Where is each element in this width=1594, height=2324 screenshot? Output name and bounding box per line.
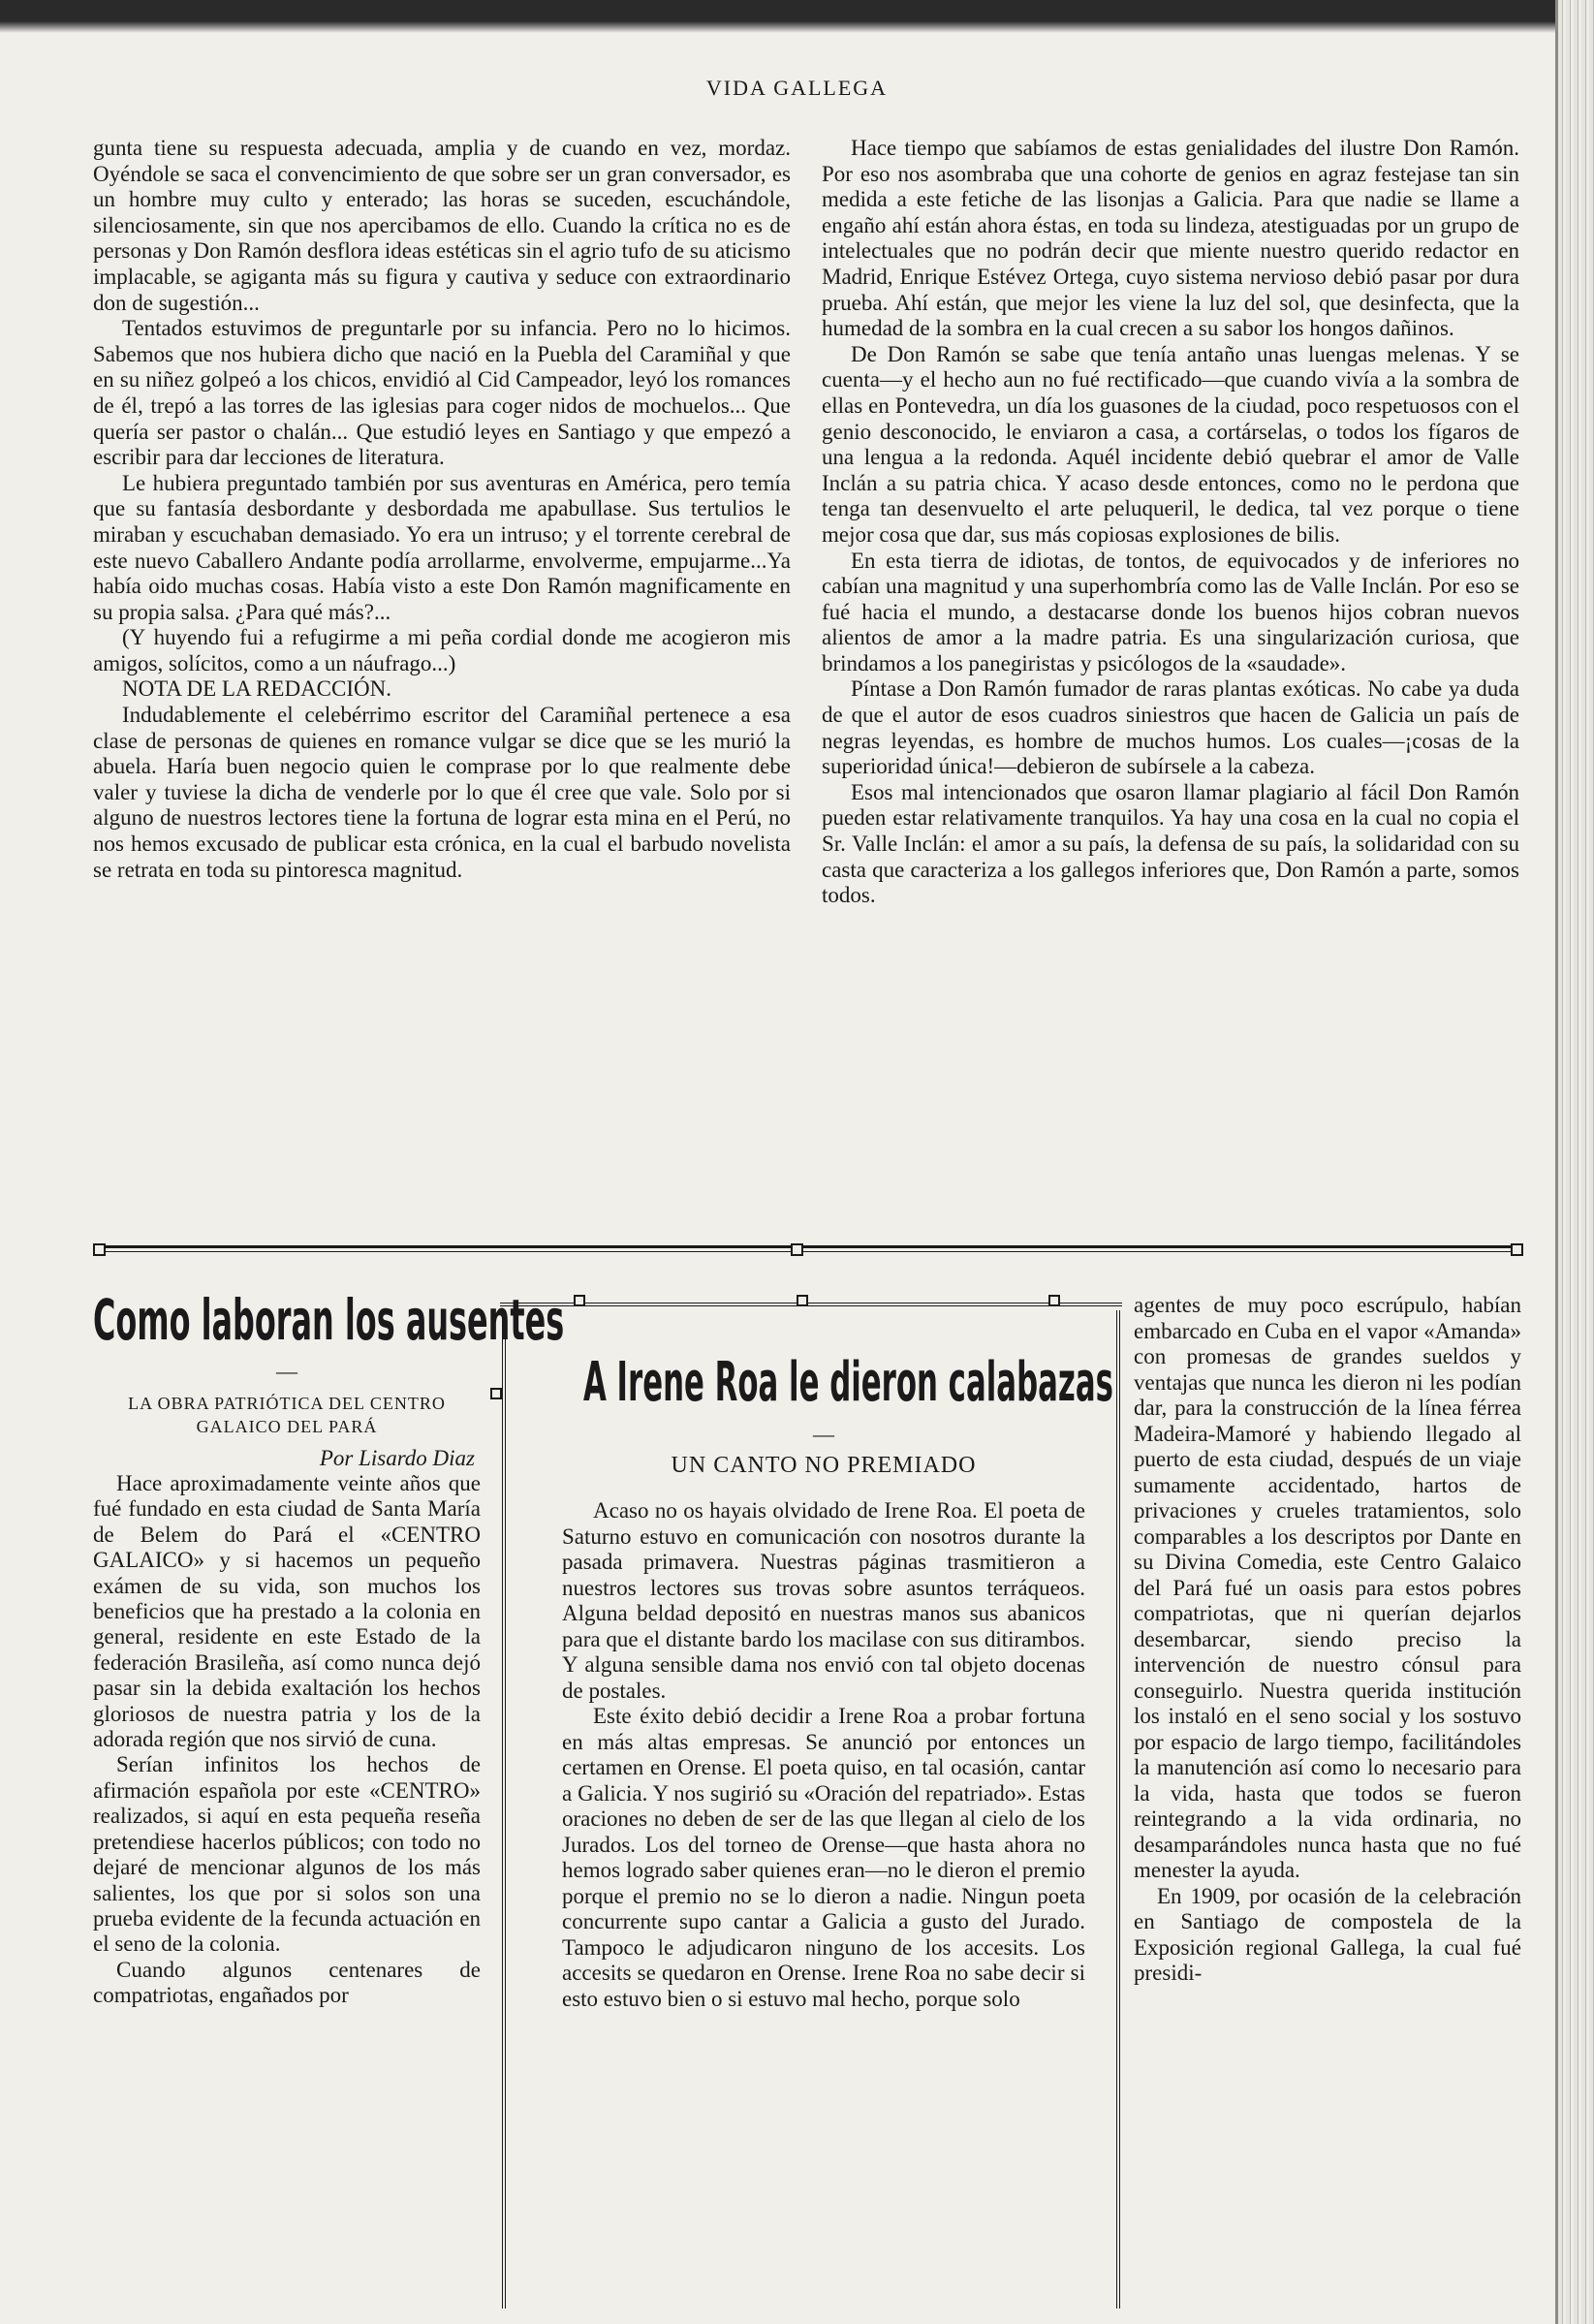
article-headline: A Irene Roa le dieron calabazas [583, 1351, 1113, 1414]
article-kicker [93, 1392, 481, 1438]
article-irene-roa [562, 1351, 1113, 2012]
page-edge-stack [1558, 0, 1594, 2324]
byline: Por Lisardo Diaz [319, 1446, 475, 1470]
dash-rule: — [276, 1359, 297, 1383]
paragraph: En esta tierra de idiotas, de tontos, de equivocados y de inferiores no cabían una magnitud y una superhombría como las de Valle Inclán. Por eso se fué hacia el mundo, a destacarse donde los buenos hijos cobran nuevos alientos de amor a la madre patria. Es una singularización curiosa, que brindamos a los panegiristas y psicólogos de la «saudade». [822, 548, 1519, 675]
article-headline: Como laboran los ausentes [93, 1287, 565, 1353]
paragraph: Esos mal intencionados que osaron llamar plagiario al fácil Don Ramón pueden estar relativamente tranquilos. Ya hay una cosa en la cual no copia el Sr. Valle Inclán: el amor a su país, la defensa de su país, la solidaridad con su casta que caracteriza a los gallegos inferiores que, Don Ramón a parte, somos todos. [822, 779, 1519, 908]
nota-heading: NOTA DE LA REDACCIÓN. [122, 676, 391, 702]
article-body [93, 1471, 481, 2009]
column-top-right [822, 136, 1519, 909]
paragraph: Este éxito debió decidir a Irene Roa a probar fortuna en más altas empresas. Se anunció por entonces un certamen en Orense. El poeta quiso, en tal ocasión, cantar a Galicia. Y nos sugirió su «Oración del repatriado». Estas oraciones no deben de ser de las que llegan al cielo de los Jurados. Los del torneo de Orense—que hasta ahora no hemos logrado saber quienes eran—no le dieron el premio porque el premio no se lo dieron a nadie. Ningun poeta concurrente supo cantar a Galicia a gusto del Jurado. Tampoco le adjudicaron ninguno de los accesits. Los accesits se quedaron en Orense. Irene Roa no sabe decir si esto estuvo bien o si estuvo mal hecho, porque solo [562, 1704, 1085, 2011]
kicker-line: GALAICO DEL PARÁ [196, 1417, 378, 1436]
paragraph: gunta tiene su respuesta adecuada, amplia y de cuando en vez, mordaz. Oyéndole se saca el convencimiento de que sobre ser un gran conversador, es un hombre muy culto y enterado; las horas se suceden, escuchándole, silenciosamente, sin que nos apercibamos de ello. Cuando la crítica no es de personas y Don Ramón desflora ideas estéticas sin el agrio tufo de su aticismo implacable, se agiganta más su figura y cautiva y seduce con extraordinario don de sugestión... [93, 136, 791, 315]
paragraph: Hace aproximadamente veinte años que fué fundado en esta ciudad de Santa María de Belem do Pará el «CENTRO GALAICO» y si hacemos un pequeño exámen de su vida, son muchos los beneficios que ha prestado a la colonia en general, residente en este Estado de la federación Brasileña, así como nunca dejó pasar sin la debida exaltación los hechos gloriosos de nuestra patria y los de la adorada región que nos sirvió de cuna. [93, 1471, 481, 1752]
paragraph: agentes de muy poco escrúpulo, habían embarcado en Cuba en el vapor «Amanda» con promesas de grandes sueldos y ventajas que nunca les dieron ni les podían dar, para la construcción de la línea férrea Madeira-Mamoré y habiendo llegado al puerto de esta ciudad, después de un viaje sumamente accidentado, hartos de privaciones y crueles tratamientos, solo comparables a los descriptos por Dante en su Divina Comedia, este Centro Galaico del Pará fué un oasis para estos pobres compatriotas, que ni querían dejarlos desembarcar, siendo preciso la intervención de nuestro cónsul para conseguirlo. Nuestra querida institución los instaló en el seno social y los sostuvo por espacio de largo tiempo, facilitándoles la manutención así como lo necesario para la vida, hasta que todos se fueron reintegrando a la vida ordinaria, no desamparándoles nunca hasta que no fué menester la ayuda. [1134, 1293, 1521, 1882]
article-body [562, 1498, 1085, 2012]
dash-rule: — [813, 1422, 834, 1446]
kicker-line: LA OBRA PATRIÓTICA DEL CENTRO [128, 1394, 446, 1413]
article-kicker: UN CANTO NO PREMIADO [671, 1453, 977, 1478]
paragraph: Tentados estuvimos de preguntarle por su infancia. Pero no lo hicimos. Sabemos que nos hubiera dicho que nació en la Puebla del Caramiñal y que en su niñez golpeó a los chicos, envidió al Cid Campeador, leyó los romances de él, trepó a las torres de las iglesias para coger nidos de mochuelos... Que quería ser pastor o chalán... Que estudió leyes en Santiago y que empezó a escribir para dar lecciones de literatura. [93, 316, 791, 470]
paragraph: (Y huyendo fui a refugirme a mi peña cordial donde me acogieron mis amigos, solícitos, como a un náufrago...) [93, 625, 791, 675]
nota-body: Indudablemente el celebérrimo escritor del Caramiñal pertenece a esa clase de personas de quienes en romance vulgar se dice que se les murió la abuela. Haría buen negocio quien le comprase por lo que realmente debe valer y tuviese la dicha de venderle por lo que él cree que vale. Solo por si alguno de nuestros lectores tiene la fortuna de lograr esta mina en el Perú, no nos hemos excusado de publicar esta crónica, en la cual el barbudo novelista se retrata en toda su pintoresca magnitud. [93, 703, 791, 882]
article-como-laboran [93, 1287, 565, 2009]
paragraph: Hace tiempo que sabíamos de estas genialidades del ilustre Don Ramón. Por eso nos asombraba que una cohorte de genios en agraz festejase tan sin medida a este fetiche de las lisonjas a Galicia. Para que nadie se llame a engaño ahí están ahora éstas, en toda su lindeza, atestiguadas por un grupo de intelectuales que no podrán decir que miente nuestro querido redactor en Madrid, Enrique Estévez Ortega, cuyo sistema nervioso debió pasar por dura prueba. Ahí están, que mejor les viene la luz del sol, que desinfecta, que la humedad de la sombra en la cual crecen a su sabor los hongos dañinos. [822, 136, 1519, 341]
section-divider [93, 1243, 1523, 1257]
running-header: VIDA GALLEGA [705, 76, 889, 100]
column-bottom-right [1134, 1293, 1521, 1987]
scan-top-border [0, 0, 1555, 33]
paragraph: De Don Ramón se sabe que tenía antaño unas luengas melenas. Y se cuenta—y el hecho aun no fué rectificado—que cuando vivía a la sombra de ellas en Pontevedra, un día los guasones de la ciudad, poco respetuosos con el genio desconocido, le enviaron a casa, a cortárselas, o todos los fígaros de una lengua a la redonda. Aquél incidente debió quebrar el amor de Valle Inclán a su patria chica. Y acaso desde entonces, como no le perdona que tenga tan desenvuelto el arte peluqueril, le dedica, tal vez porque o tiene mejor cosa que dar, sus más copiosas explosiones de bilis. [822, 341, 1519, 547]
paragraph: Le hubiera preguntado también por sus aventuras en América, pero temía que su fantasía desbordante y desbordada me apabullase. Sus tertulios le miraban y escuchaban demasiado. Yo era un intruso; y el torrente cerebral de este nuevo Caballero Andante podía arrollarme, envolverme, empujarme...Ya había oido muchas cosas. Había visto a este Don Ramón magnificamente en su propia salsa. ¿Para qué más?... [93, 470, 791, 624]
paragraph: Serían infinitos los hechos de afirmación española por este «CENTRO» realizados, si aquí en esta pequeña reseña pretendiese hacerlos públicos; con todo no dejaré de mencionar algunos de los más salientes, los que por si solos son una prueba evidente de la fecunda actuación en el seno de la colonia. [93, 1752, 481, 1957]
paragraph: Acaso no os hayais olvidado de Irene Roa. El poeta de Saturno estuvo en comunicación con nosotros durante la pasada primavera. Nuestras páginas trasmitieron a nuestros lectores sus trovas sobre asuntos terráqueos. Alguna beldad depositó en nuestras manos sus abanicos para que el distante bardo los macilase con sus ditirambos. Y alguna sensible dama nos envió con tal objeto docenas de postales. [562, 1498, 1085, 1703]
paragraph: En 1909, por ocasión de la celebración en Santiago de compostela de la Exposición regional Gallega, la cual fué presidi- [1134, 1883, 1521, 1985]
paragraph: Píntase a Don Ramón fumador de raras plantas exóticas. No cabe ya duda de que el autor de esos cuadros siniestros que hacen de Galicia un país de negras leyendas, es hombre de muchos humos. Los cuales—¡cosas de la superioridad única!—debieron de subírsele a la cabeza. [822, 676, 1519, 779]
paragraph: Cuando algunos centenares de compatriotas, engañados por [93, 1957, 481, 2008]
column-top-left [93, 136, 791, 883]
